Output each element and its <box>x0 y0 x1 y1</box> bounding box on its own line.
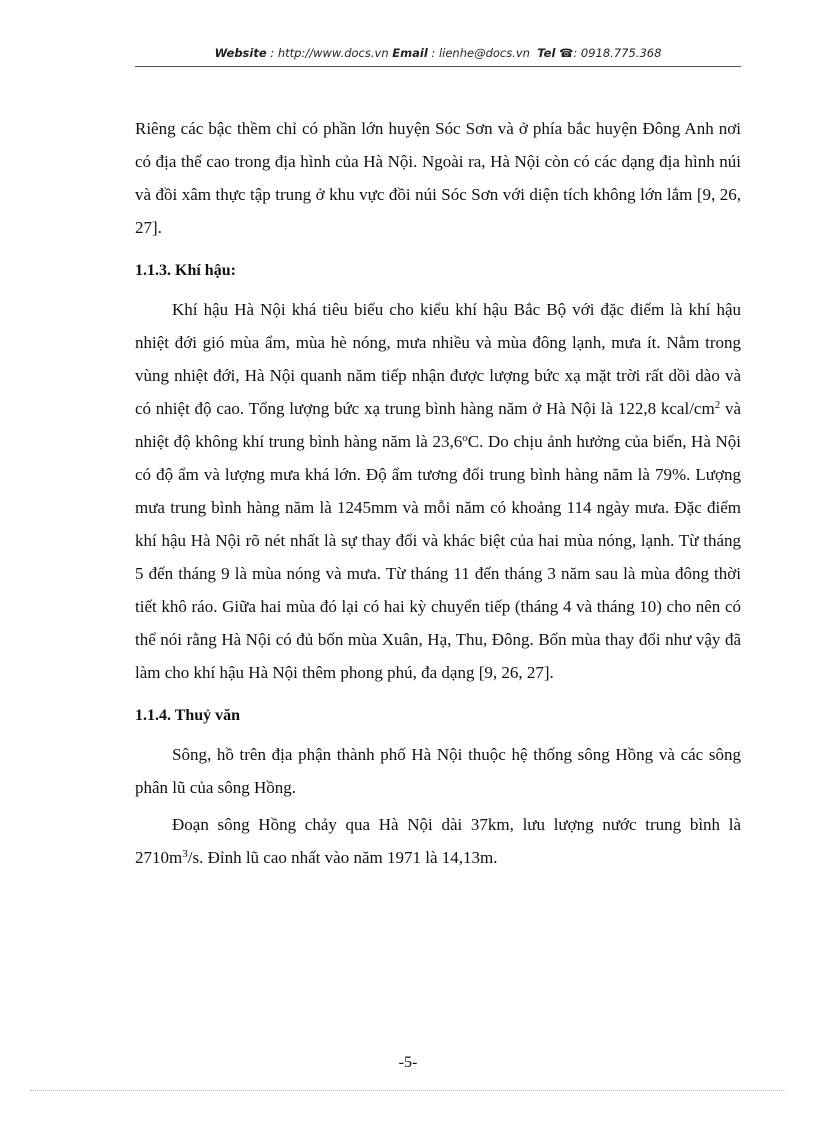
tel-label: Tel <box>537 46 556 60</box>
red-river-text-part1: Đoạn sông Hồng chảy qua Hà Nội dài 37km, lưu lượng nước trung bình là 2710m <box>135 815 741 867</box>
paragraph-terraces: Riêng các bậc thềm chỉ có phần lớn huyện Sóc Sơn và ở phía bắc huyện Đông Anh nơi có địa thế cao trong địa hình của Hà Nội. Ngoài ra, Hà Nội còn có các dạng địa hình núi và đồi xâm thực tập trung ở khu vực đồi núi Sóc Sơn với diện tích không lớn lắm [9, 26, 27]. <box>135 119 741 237</box>
website-separator: : <box>266 46 278 60</box>
page-header <box>135 46 741 60</box>
tel-number: : 0918.775.368 <box>573 46 662 60</box>
page-number: -5- <box>398 1054 418 1071</box>
section-heading-climate: 1.1.3. Khí hậu: <box>135 262 236 279</box>
red-river-text-part2: /s. Đỉnh lũ cao nhất vào năm 1971 là 14,13m. <box>187 848 498 867</box>
climate-text-part2: và nhiệt độ không khí trung bình hàng năm là 23,6 <box>135 399 741 451</box>
paragraph-rivers-lakes: Sông, hồ trên địa phận thành phố Hà Nội thuộc hệ thống sông Hồng và các sông phân lũ của sông Hồng. <box>135 745 741 797</box>
website-url: http://www.docs.vn <box>277 46 389 60</box>
section-heading-hydrology: 1.1.4. Thuỷ văn <box>135 707 241 724</box>
email-address: lienhe@docs.vn <box>438 46 530 60</box>
header-divider <box>135 66 741 67</box>
footer-divider <box>30 1090 786 1091</box>
climate-text-part1: Khí hậu Hà Nội khá tiêu biểu cho kiểu khí hậu Bắc Bộ với đặc điểm là khí hậu nhiệt đới gió mùa ẩm, mùa hè nóng, mưa nhiều và mùa đông lạnh, mưa ít. Nằm trong vùng nhiệt đới, Hà Nội quanh năm tiếp nhận được lượng bức xạ mặt trời rất dồi dào và có nhiệt độ cao. Tổng lượng bức xạ trung bình hàng năm ở Hà Nội là 122,8 kcal/cm <box>135 300 741 418</box>
document-body <box>135 112 741 878</box>
superscript-cubed: 3 <box>182 848 188 860</box>
paragraph-climate <box>135 293 741 689</box>
degree-symbol: o <box>462 432 468 444</box>
email-label: Email <box>392 46 428 60</box>
climate-text-part3: C. Do chịu ảnh hưởng của biển, Hà Nội có độ ẩm và lượng mưa khá lớn. Độ ẩm tương đối trung bình hàng năm là 79%. Lượng mưa trung bình hàng năm là 1245mm và mỗi năm có khoảng 114 ngày mưa. Đặc điểm khí hậu Hà Nội rõ nét nhất là sự thay đổi và khác biệt của hai mùa nóng, lạnh. Từ tháng 5 đến tháng 9 là mùa nóng và mưa. Từ tháng 11 đến tháng 3 năm sau là mùa đông thời tiết khô ráo. Giữa hai mùa đó lại có hai kỳ chuyển tiếp (tháng 4 và tháng 10) cho nên có thể nói rằng Hà Nội có đủ bốn mùa Xuân, Hạ, Thu, Đông. Bốn mùa thay đổi như vậy đã làm cho khí hậu Hà Nội thêm phong phú, đa dạng [9, 26, 27]. <box>135 432 741 682</box>
phone-icon: ☎ <box>559 46 574 60</box>
superscript-squared: 2 <box>714 399 721 411</box>
website-label: Website <box>214 46 267 60</box>
email-separator: : <box>427 46 439 60</box>
paragraph-red-river <box>135 808 741 874</box>
